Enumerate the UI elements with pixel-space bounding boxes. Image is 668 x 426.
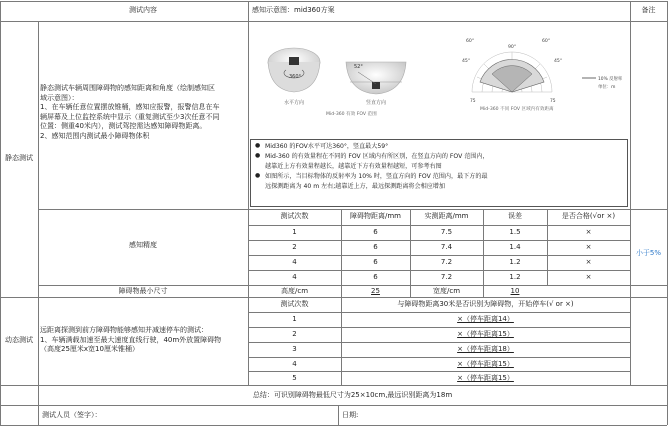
precision-cell: 1.5: [509, 228, 521, 236]
description-line: 辆屏幕及上位监控系统中显示（重复测试至少3次任意不同: [40, 112, 220, 121]
dynamic-header: 与障碍物距离30米是否识别为障碍物，开始停车(√ or ×): [397, 300, 574, 308]
header-remark: 备注: [641, 6, 656, 14]
note-line: Mid360 的FOV水平可达360°，竖直最大59°: [265, 143, 389, 150]
dynamic-test-category: 动态测试: [5, 336, 33, 344]
precision-cell: 7.4: [440, 243, 453, 251]
range-angle-label: 45°: [462, 59, 471, 64]
precision-header: 测试次数: [280, 212, 309, 220]
dynamic-header: 测试次数: [280, 300, 309, 308]
header-diagram: 感知示意图：mid360方案: [252, 6, 335, 14]
range-caption: Mid-360 不同 FOV 区域内有效距离: [480, 107, 554, 112]
min-size-label: 障碍物最小尺寸: [118, 287, 168, 295]
fov-h-angle: 360°: [289, 74, 302, 80]
precision-cell: 1: [292, 228, 297, 236]
dynamic-cell: ×（停车距离18）: [457, 345, 514, 353]
precision-cell: ×: [585, 258, 592, 266]
range-axis-label: 75: [470, 99, 476, 104]
note-line: 远探测距离为 40 m 左右;越靠近上方，最远探测距离将会相应增加: [265, 183, 445, 190]
precision-cell: 4: [292, 273, 297, 281]
fov-v-caption: 竖直方向: [366, 100, 387, 106]
precision-remark: 小于5%: [635, 249, 662, 257]
fov-v-angle: 52°: [354, 64, 363, 70]
lidar-sensor-icon: [372, 82, 380, 89]
summary: 总结：可识别障碍物最低尺寸为25×10cm,最远识别距离为18m: [252, 391, 453, 399]
range-angle-label: 45°: [554, 59, 563, 64]
note-line: Mid-360 的有效量程在不同的 FOV 区域内有所区别，在竖直方向的 FOV 范围内，: [265, 153, 489, 160]
precision-cell: 6: [373, 243, 378, 251]
dynamic-cell: 3: [292, 345, 297, 353]
precision-cell: 7.2: [440, 258, 453, 266]
precision-cell: ×: [585, 228, 592, 236]
header-test-content: 测试内容: [129, 6, 157, 14]
static-test-description: [40, 84, 246, 141]
precision-cell: 1.2: [509, 258, 521, 266]
description-line: 1、车辆满载加速至最大速度直线行驶，40m外放置障碍物: [40, 335, 222, 344]
range-angle-label: 60°: [466, 39, 475, 44]
precision-label: 感知精度: [129, 241, 157, 249]
precision-cell: 2: [292, 243, 297, 251]
precision-cell: 7.5: [440, 228, 453, 236]
precision-cell: 6: [373, 258, 378, 266]
precision-cell: 1.4: [509, 243, 521, 251]
range-legend: 10% 反射率: [598, 77, 623, 82]
min-size-width-value: 10: [510, 287, 520, 295]
description-line: 静态测试车辆周围障碍物的感知距离和角度（绘制感知区: [40, 84, 215, 92]
precision-header: 障碍物距离/mm: [350, 212, 401, 220]
precision-header: 是否合格(√or ×): [561, 212, 616, 220]
fov-notes-box: ● Mid360 的FOV水平可达360°，竖直最大59° ● Mid-360 的有效量程在不同的 FOV 区域内有所区别，在竖直方向的 FOV 范围内， 越靠近上方有效量程越长，越靠近下方有效量程越短，可参考右图 ● 如图所示，当目标物体的反射率为 10% 时，竖直方向的 FOV 范围内，最下方的最 远探测距离为 40 m 左右;越靠近上方，最远探测距离将会相应增加: [250, 139, 628, 207]
static-test-category: 静态测试: [5, 154, 33, 162]
precision-cell: 1.2: [509, 273, 521, 281]
min-size-width-label: 宽度/cm: [432, 287, 461, 295]
precision-cell: ×: [585, 243, 592, 251]
tester-signature-label: 测试人员（签字）：: [42, 411, 102, 419]
dynamic-cell: ×（停车距离15）: [457, 360, 514, 368]
range-axis-label: 75: [550, 99, 556, 104]
precision-cell: ×: [585, 273, 592, 281]
precision-cell: 6: [373, 228, 378, 236]
description-line: 1、在车辆任意位置摆放锥桶，感知应报警，报警信息在车: [40, 103, 220, 111]
note-line: 如图所示，当目标物体的反射率为 10% 时，竖直方向的 FOV 范围内，最下方的最: [265, 173, 488, 180]
description-line: 域示意图）：: [40, 93, 79, 102]
dynamic-cell: ×（停车距离15）: [457, 330, 514, 338]
min-size-height-value: 25: [371, 287, 380, 295]
description-line: 位置：侧重40米内），测试驾控需达感知障碍物距离。: [40, 122, 207, 130]
precision-header: 误差: [508, 212, 522, 220]
dynamic-cell: ×（停车距离14）: [457, 315, 514, 323]
fov-h-caption: 水平方向: [284, 100, 305, 106]
dynamic-cell: ×（停车距离15）: [457, 374, 514, 382]
description-line: 2、感知范围内测试最小障碍物体积: [40, 131, 150, 140]
precision-cell: 7.2: [440, 273, 453, 281]
precision-cell: 6: [373, 273, 378, 281]
range-angle-label: 90°: [508, 45, 517, 50]
range-angle-label: 60°: [542, 39, 551, 44]
range-diagram: [462, 32, 630, 114]
precision-cell: 4: [292, 258, 297, 266]
date-label: 日期:: [342, 411, 359, 419]
min-size-height-label: 高度/cm: [280, 287, 309, 295]
fov-diagram: [260, 38, 440, 118]
fov-caption: Mid-360 有效 FOV 范围: [326, 112, 377, 117]
dynamic-cell: 4: [292, 360, 297, 368]
description-line: （高度25厘米x宽10厘米锥桶）: [40, 345, 139, 353]
dynamic-cell: 1: [292, 315, 297, 323]
dynamic-cell: 5: [292, 374, 297, 382]
dynamic-test-description: [40, 326, 246, 355]
lidar-sensor-icon: [289, 57, 299, 65]
description-line: 远距离探测到前方障碍物能够感知并减速停车的测试：: [40, 326, 208, 334]
range-unit: 单位：m: [598, 85, 616, 90]
dynamic-cell: 2: [292, 330, 297, 338]
note-line: 越靠近上方有效量程越长，越靠近下方有效量程越短，可参考右图: [265, 163, 442, 170]
precision-header: 实测距离/mm: [424, 212, 469, 220]
